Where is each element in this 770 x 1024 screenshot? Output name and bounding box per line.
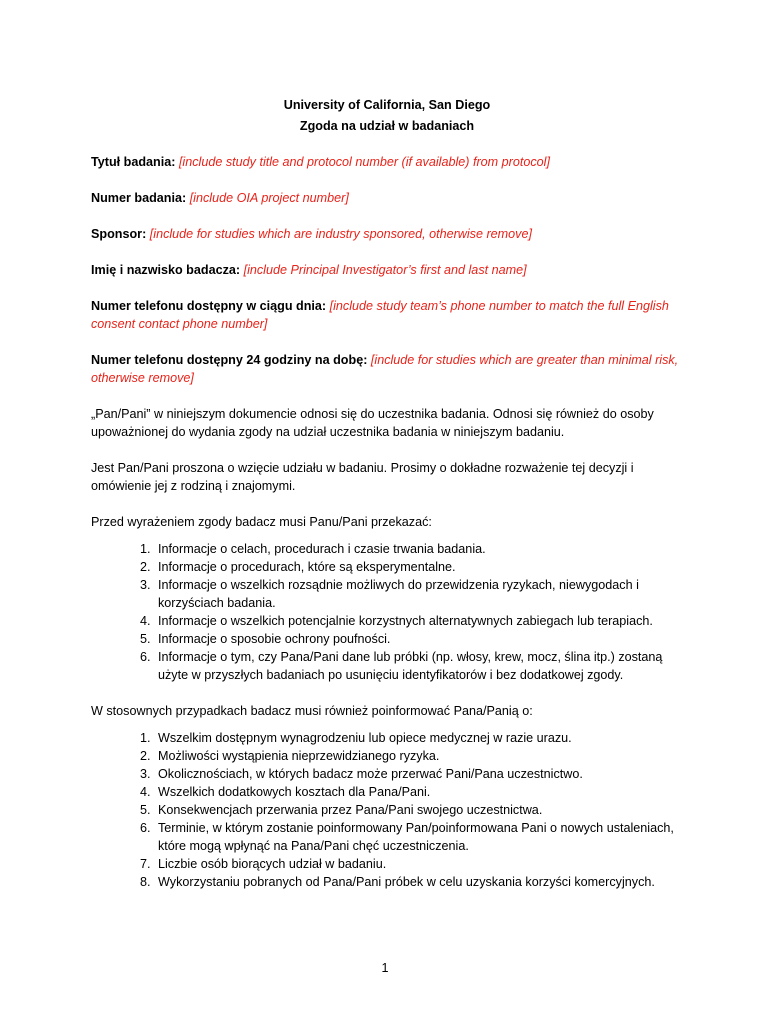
field-label: Sponsor: [91,227,147,241]
page-number: 1 [381,961,389,975]
field-label: Tytuł badania: [91,155,176,169]
paragraph-invitation: Jest Pan/Pani proszona o wzięcie udziału w badaniu. Prosimy o dokładne rozważenie tej decyzji i omówienie jej z rodziną i znajomymi. [91,461,634,493]
field-daytime-phone [91,297,683,333]
university-name: University of California, San Diego [283,98,491,112]
required-info-list [91,540,683,684]
field-sponsor [91,225,683,243]
list-item: 5. Konsekwencjach przerwania przez Pana/Pani swojego uczestnictwa. [154,801,683,819]
list-item: 1. Wszelkim dostępnym wynagrodzeniu lub opiece medycznej w razie urazu. [154,729,683,747]
document-content [91,96,683,891]
field-placeholder: [include Principal Investigator’s first and last name] [243,263,527,277]
field-placeholder: [include study title and protocol number (if available) from protocol] [178,155,550,169]
list-item: 4. Wszelkich dodatkowych kosztach dla Pana/Pani. [154,783,683,801]
list-item: 2. Możliwości wystąpienia nieprzewidzianego ryzyka. [154,747,683,765]
paragraph-additional-info-intro: W stosownych przypadkach badacz musi również poinformować Pana/Panią o: [91,704,533,718]
paragraph-definition: „Pan/Pani” w niniejszym dokumencie odnosi się do uczestnika badania. Odnosi się również do osoby upoważnionej do wydania zgody na udział uczestnika badania w niniejszym badaniu. [91,407,654,439]
field-investigator-name [91,261,683,279]
list-item: 8. Wykorzystaniu pobranych od Pana/Pani próbek w celu uzyskania korzyści komercyjnych. [154,873,683,891]
list-item: 7. Liczbie osób biorących udział w badaniu. [154,855,683,873]
document-title: Zgoda na udział w badaniach [299,119,475,133]
paragraph-required-info-intro: Przed wyrażeniem zgody badacz musi Panu/Pani przekazać: [91,515,432,529]
field-label: Imię i nazwisko badacza: [91,263,241,277]
list-item: 5. Informacje o sposobie ochrony poufności. [154,630,683,648]
field-label: Numer telefonu dostępny w ciągu dnia: [91,299,327,313]
field-placeholder: [include for studies which are greater than minimal risk, otherwise remove] [91,353,679,385]
list-item: 2. Informacje o procedurach, które są eksperymentalne. [154,558,683,576]
field-24h-phone [91,351,683,387]
list-item: 3. Okolicznościach, w których badacz może przerwać Pani/Pana uczestnictwo. [154,765,683,783]
field-label: Numer badania: [91,191,187,205]
list-item: 4. Informacje o wszelkich potencjalnie korzystnych alternatywnych zabiegach lub terapiach. [154,612,683,630]
field-study-number [91,189,683,207]
field-placeholder: [include study team’s phone number to match the full English consent contact phone number] [91,299,669,331]
additional-info-list [91,729,683,891]
field-label: Numer telefonu dostępny 24 godziny na dobę: [91,353,368,367]
field-placeholder: [include OIA project number] [189,191,349,205]
field-study-title [91,153,683,171]
list-item: 6. Informacje o tym, czy Pana/Pani dane lub próbki (np. włosy, krew, mocz, ślina itp.) zostaną użyte w przyszłych badaniach po usunięciu identyfikatorów i bez dodatkowej zgody. [154,648,683,684]
field-placeholder: [include for studies which are industry sponsored, otherwise remove] [149,227,532,241]
list-item: 1. Informacje o celach, procedurach i czasie trwania badania. [154,540,683,558]
list-item: 6. Terminie, w którym zostanie poinformowany Pan/poinformowana Pani o nowych ustaleniach, które mogą wpłynąć na Pana/Pani chęć uczestniczenia. [154,819,683,855]
list-item: 3. Informacje o wszelkich rozsądnie możliwych do przewidzenia ryzykach, niewygodach i korzyściach badania. [154,576,683,612]
